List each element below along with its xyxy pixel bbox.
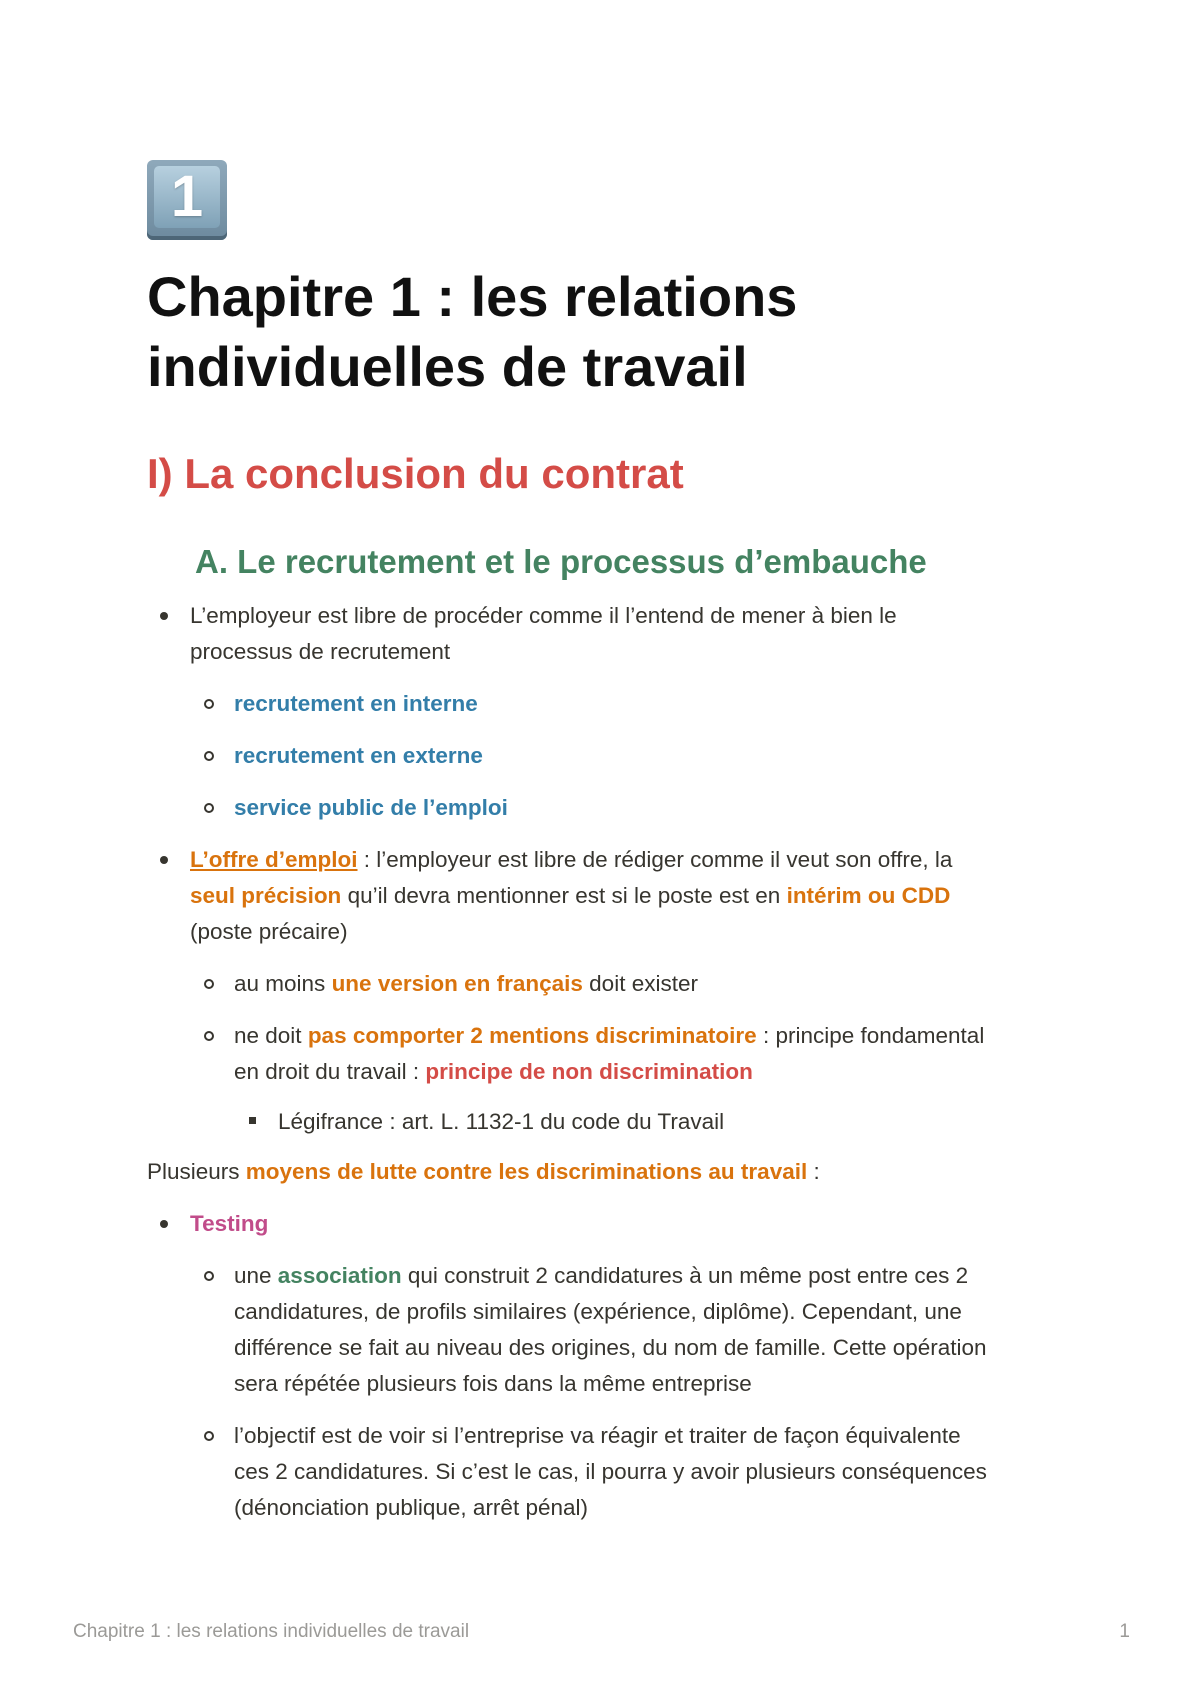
page-number: 1 [1119, 1621, 1130, 1642]
paragraph-line [234, 1018, 984, 1054]
highlight-span: intérim ou CDD [786, 883, 951, 908]
paragraph-line: (poste précaire) [190, 919, 348, 944]
section-heading: I) La conclusion du contrat [147, 450, 684, 497]
page-title [147, 262, 1047, 402]
bullet-circle [204, 1271, 214, 1281]
text-span: au moins [234, 971, 332, 996]
bullet-circle [204, 803, 214, 813]
bullet-circle [204, 1431, 214, 1441]
paragraph-line: l’objectif est de voir si l’entreprise va réagir et traiter de façon équivalente [234, 1423, 961, 1448]
paragraph-line: sera répétée plusieurs fois dans la même entreprise [234, 1371, 752, 1396]
bullet-circle [204, 751, 214, 761]
paragraph-line [234, 1258, 968, 1294]
highlight-span: seul précision [190, 883, 342, 908]
keycap-1-icon [147, 160, 227, 240]
highlight-span: une version en français [331, 971, 583, 996]
bullet-disc [160, 612, 168, 620]
title-line-1: Chapitre 1 : les relations [147, 265, 798, 328]
keycap-face: 1 [154, 166, 220, 228]
footer-title: Chapitre 1 : les relations individuelles de travail [73, 1621, 470, 1642]
paragraph-line: (dénonciation publique, arrêt pénal) [234, 1495, 588, 1520]
list-item-externe: recrutement en externe [234, 743, 483, 768]
paragraph-line: processus de recrutement [190, 639, 451, 664]
paragraph-line [190, 842, 952, 878]
highlight-span: moyens de lutte contre les discriminations au travail [245, 1159, 808, 1184]
text-span: doit exister [582, 971, 698, 996]
highlight-span: pas comporter 2 mentions discriminatoire [307, 1023, 757, 1048]
bullet-circle [204, 979, 214, 989]
text-span: en droit du travail : [234, 1059, 426, 1084]
paragraph-line [190, 878, 950, 914]
paragraph-line: candidatures, de profils similaires (expérience, diplôme). Cependant, une [234, 1299, 962, 1324]
list-item-interne: recrutement en interne [234, 691, 478, 716]
list-item-service-public: service public de l’emploi [234, 795, 508, 820]
bullet-square [249, 1117, 256, 1124]
highlight-span: association [277, 1263, 402, 1288]
bullet-circle [204, 1031, 214, 1041]
text-span: une [234, 1263, 278, 1288]
testing-label: Testing [190, 1211, 269, 1236]
bullet-circle [204, 699, 214, 709]
subsection-heading: A. Le recrutement et le processus d’embauche [195, 543, 927, 580]
text-span: : [807, 1159, 820, 1184]
paragraph-line: L’employeur est libre de procéder comme il l’entend de mener à bien le [190, 603, 897, 628]
text-span: qu’il devra mentionner est si le poste est en [341, 883, 787, 908]
paragraph-line [147, 1154, 820, 1190]
bullet-disc [160, 1220, 168, 1228]
paragraph-line: différence se fait au niveau des origines, du nom de famille. Cette opération [234, 1335, 987, 1360]
title-line-2: individuelles de travail [147, 335, 748, 398]
paragraph-line: ces 2 candidatures. Si c’est le cas, il pourra y avoir plusieurs conséquences [234, 1459, 987, 1484]
text-span: ne doit [234, 1023, 308, 1048]
paragraph-line [234, 1054, 753, 1090]
text-span: qui construit 2 candidatures à un même post entre ces 2 [401, 1263, 969, 1288]
paragraph-line [234, 966, 698, 1002]
text-span: Plusieurs [147, 1159, 246, 1184]
bullet-disc [160, 856, 168, 864]
text-span: : principe fondamental [756, 1023, 985, 1048]
offre-emploi-label: L’offre d’emploi [190, 847, 358, 872]
text-span: : l’employeur est libre de rédiger comme il veut son offre, la [357, 847, 953, 872]
paragraph-line: Légifrance : art. L. 1132-1 du code du Travail [278, 1109, 725, 1134]
highlight-span: principe de non discrimination [425, 1059, 753, 1084]
